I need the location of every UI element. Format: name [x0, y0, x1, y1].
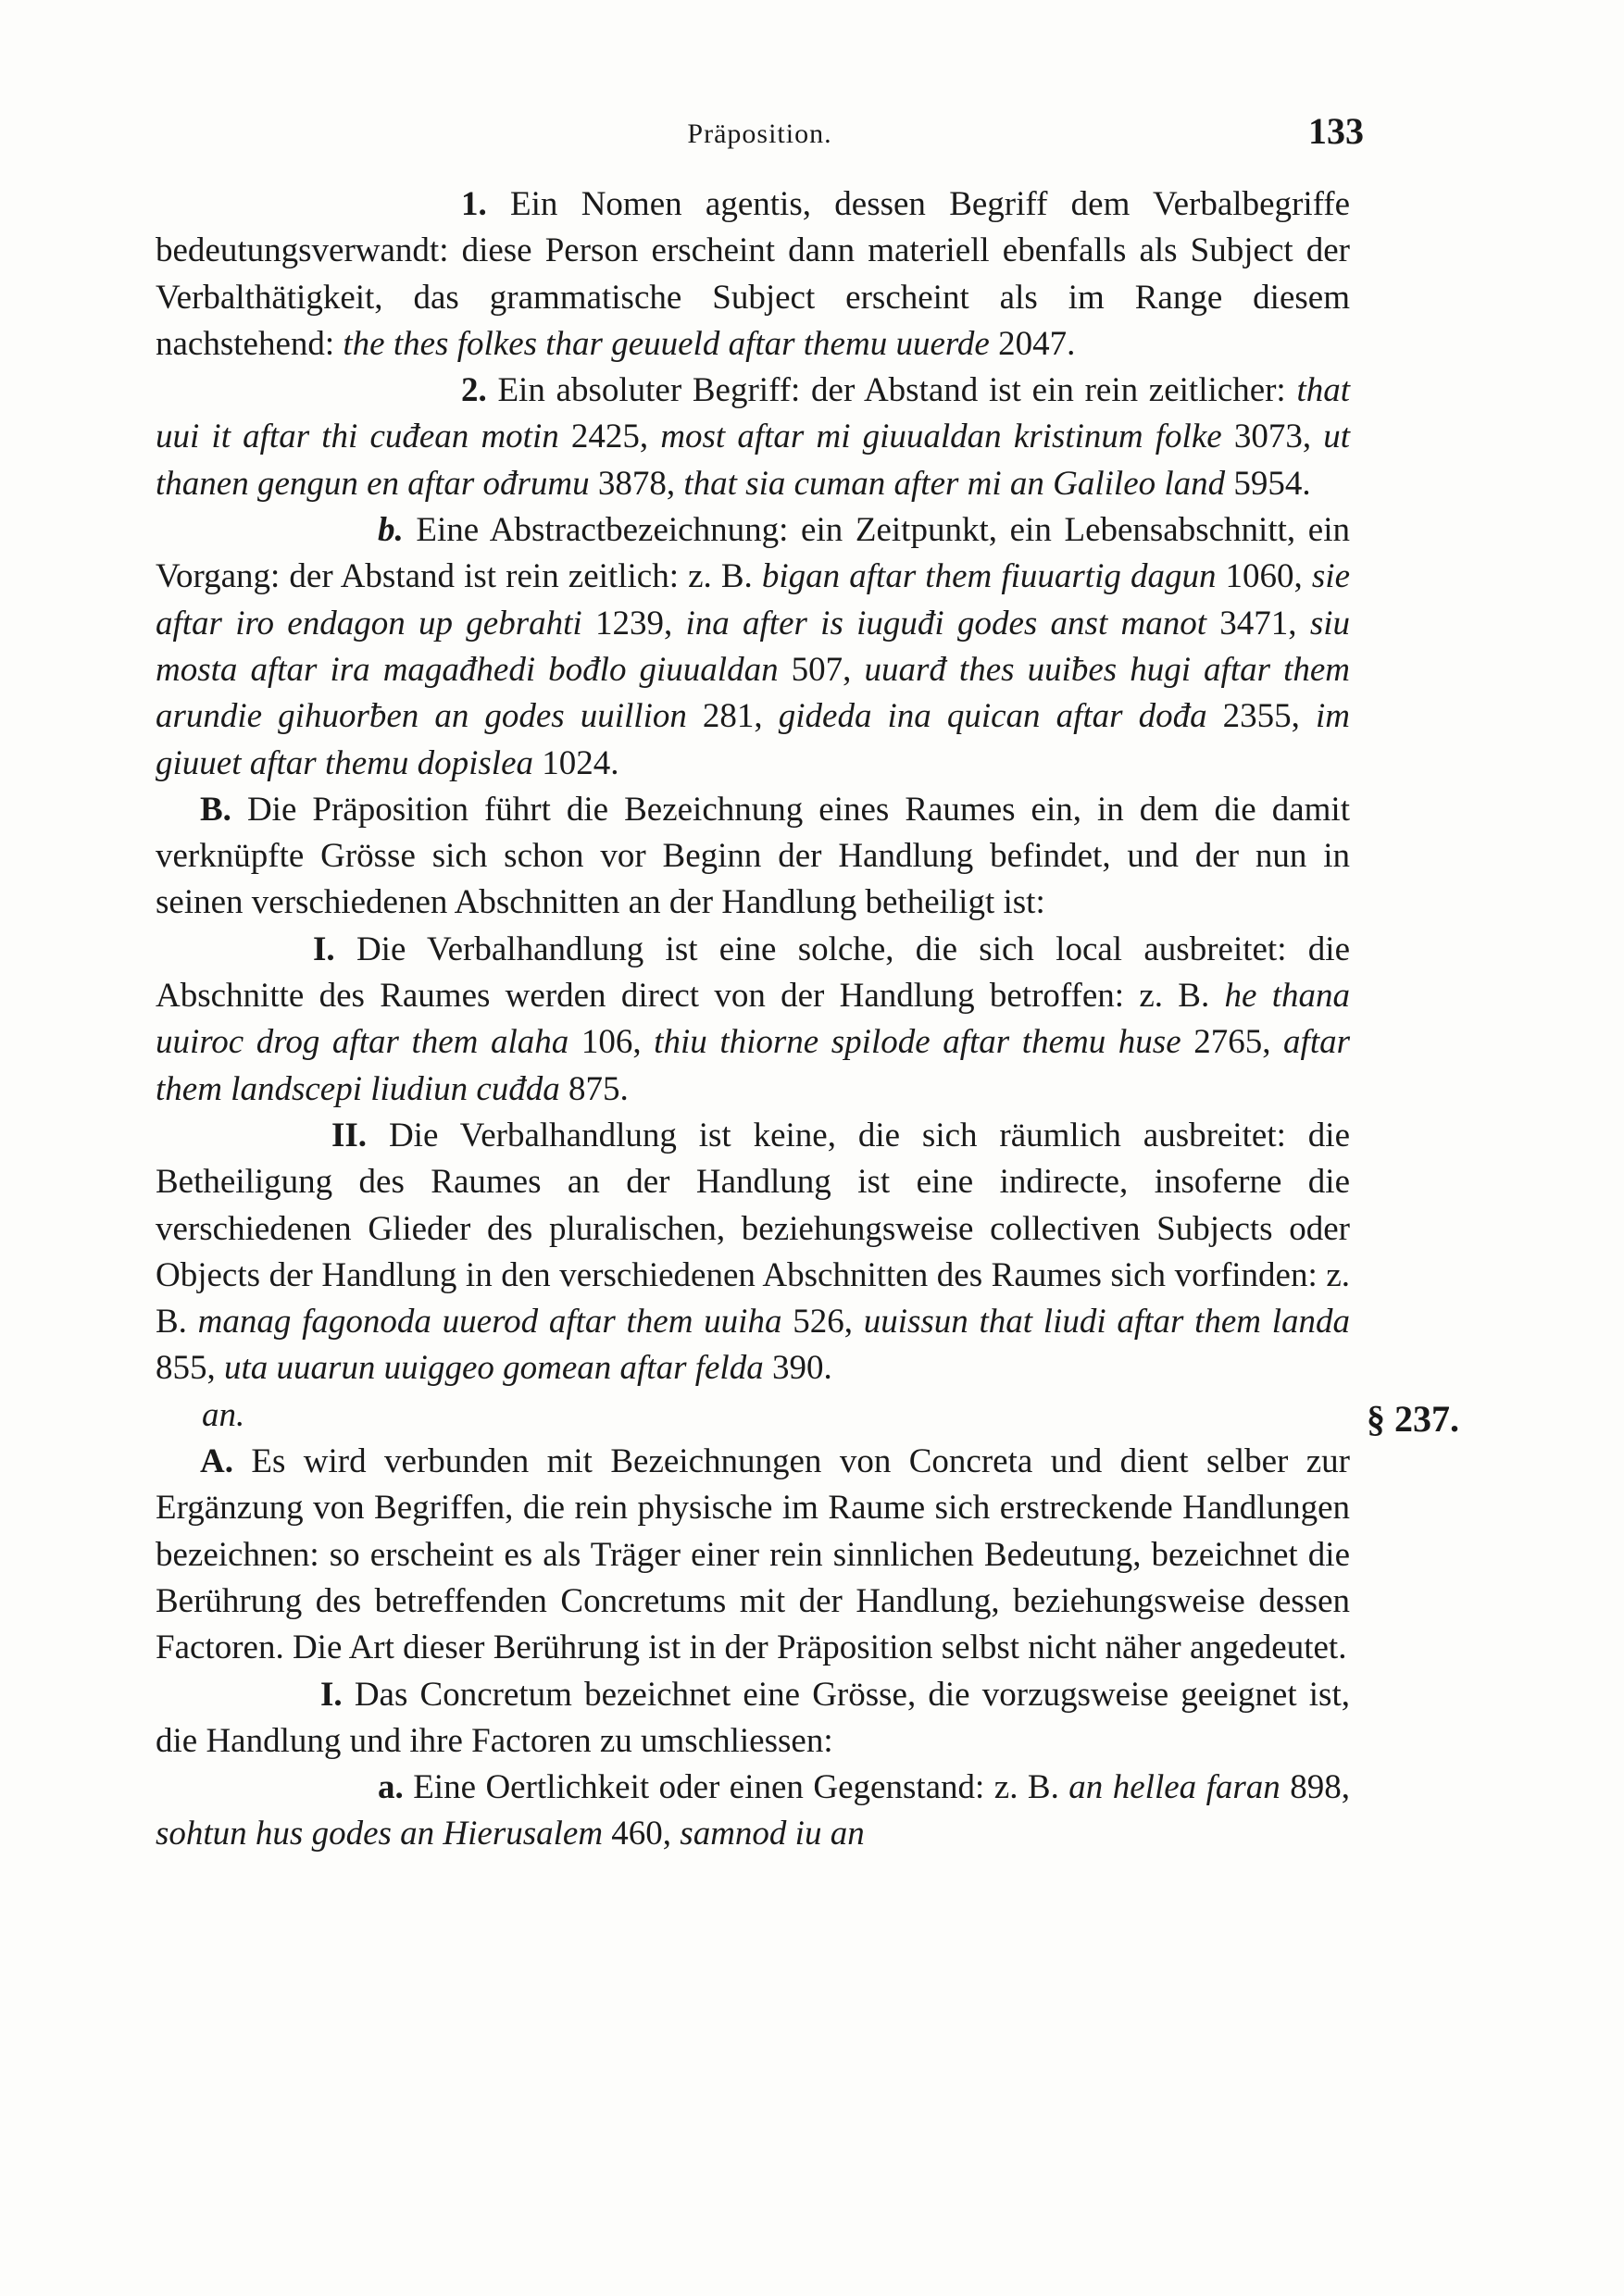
example-quote: the thes folkes thar geuueld aftar themu uuerde	[343, 324, 990, 363]
example-quote: most aftar mi giuualdan kristinum folke	[660, 418, 1222, 456]
example-quote: samnod iu an	[680, 1815, 865, 1853]
text-run: Das Concretum bezeichnet eine Grösse, die vorzugsweise geeignet ist, die Handlung und ihre Factoren zu umschliessen:	[156, 1675, 1350, 1760]
section-number: § 237.	[1367, 1397, 1459, 1440]
text-run: 2047.	[989, 324, 1076, 363]
paragraph-label: A.	[200, 1442, 233, 1481]
example-quote: thiu thiorne spilode aftar themu huse	[654, 1023, 1181, 1062]
body-text	[156, 181, 1459, 1858]
text-run: 1060,	[1216, 557, 1312, 596]
paragraph-1-nomen-agentis	[156, 181, 1350, 368]
paragraph-label: 2.	[461, 371, 487, 410]
paragraph-label: a.	[378, 1768, 404, 1807]
example-quote: manag fagonoda uuerod aftar them uuiha	[197, 1303, 782, 1341]
text-run: Ein Nomen agentis, dessen Begriff dem Verbalbegriffe bedeutungsverwandt: diese Person erscheint dann materiell ebenfalls als Subject der Verbalthätigkeit, das grammatische Subject erscheint als im Range diesem nachstehend:	[156, 185, 1350, 363]
paragraph-label: 1.	[461, 185, 487, 223]
text-run: 3878,	[589, 464, 684, 503]
text-run: Die Verbalhandlung ist keine, die sich räumlich ausbreitet: die Betheiligung des Raumes an der Handlung ist eine indirecte, insoferne die verschiedenen Glieder des pluralischen, beziehungsweise collectiven Subjects oder Objects der Handlung in den verschiedenen Abschnitten des Raumes sich vorfinden: z. B.	[156, 1116, 1350, 1341]
example-quote: sohtun hus godes an Hierusalem	[156, 1815, 604, 1853]
example-quote: he thana uuiroc drog aftar them alaha	[156, 977, 1351, 1062]
text-run: Es wird verbunden mit Bezeichnungen von Concreta und dient selber zur Ergänzung von Begriffen, die rein physische im Raume sich erstreckende Handlungen bezeichnen: so erscheint es als Träger einer rein sinnlichen Bedeutung, bezeichnet die Berührung des betreffenden Concretums mit der Handlung, beziehungsweise dessen Factoren. Die Art dieser Berührung ist in der Präposition selbst nicht näher angedeutet.	[156, 1442, 1350, 1667]
example-quote: ina after is iuguđi godes anst manot	[685, 604, 1207, 643]
paragraph-label: I.	[320, 1675, 343, 1714]
text-run: 875.	[559, 1069, 629, 1108]
example-quote: that uui it aftar thi cuđean motin	[156, 371, 1350, 456]
text-run: 1239,	[581, 604, 686, 643]
paragraph-II-indirect	[156, 1113, 1350, 1392]
text-run: Ein absoluter Begriff: der Abstand ist ein rein zeitlicher:	[486, 371, 1297, 410]
entry-heading-an	[156, 1392, 1459, 1440]
example-quote: an hellea faran	[1068, 1768, 1280, 1807]
paragraph-a-oertlichkeit	[156, 1765, 1350, 1858]
text-run: 390.	[763, 1349, 832, 1388]
text-run: 3471,	[1206, 604, 1310, 643]
text-run: Die Verbalhandlung ist eine solche, die sich local ausbreitet: die Abschnitte des Raumes werden direct von der Handlung betroffen: z. B.	[156, 930, 1350, 1016]
text-run: Die Präposition führt die Bezeichnung eines Raumes ein, in dem die damit verknüpfte Grösse sich schon vor Beginn der Handlung befindet, und der nun in seinen verschiedenen Abschnitten an der Handlung betheiligt ist:	[156, 790, 1350, 922]
paragraph-I-concretum	[156, 1672, 1350, 1766]
example-quote: aftar them landscepi liudiun cuđda	[156, 1023, 1351, 1108]
text-run: 898,	[1280, 1768, 1350, 1807]
example-quote: ut thanen gengun en aftar ođrumu	[156, 418, 1351, 503]
paragraph-I-local	[156, 927, 1350, 1113]
paragraph-label: I.	[313, 930, 335, 968]
text-run: 1024.	[533, 743, 619, 782]
example-quote: sie aftar iro endagon up gebrahti	[156, 557, 1351, 643]
example-quote: uta uuarun uuiggeo gomean aftar felda	[224, 1349, 764, 1388]
text-run: 281,	[686, 697, 779, 736]
paragraph-b-abstractbezeichnung	[156, 507, 1350, 787]
text-run: 5954.	[1225, 464, 1311, 503]
example-quote: im giuuet aftar themu dopislea	[156, 697, 1350, 782]
running-title: Präposition.	[687, 119, 832, 149]
page-header	[156, 109, 1364, 165]
paragraph-A-concreta	[156, 1439, 1350, 1671]
text-run: 855,	[156, 1349, 224, 1388]
example-quote: siu mosta aftar ira magađhedi bođlo giuualdan	[156, 604, 1350, 689]
text-run: 507,	[778, 650, 865, 689]
text-run: 2765,	[1181, 1023, 1284, 1062]
example-quote: bigan aftar them fiuuartig dagun	[761, 557, 1217, 596]
text-run: 526,	[781, 1303, 864, 1341]
example-quote: that sia cuman after mi an Galileo land	[683, 464, 1226, 503]
example-quote: gideda ina quican aftar dođa	[778, 697, 1207, 736]
paragraph-label: II.	[331, 1116, 368, 1154]
paragraph-2-absoluter-begriff	[156, 368, 1350, 507]
text-run: 106,	[568, 1023, 655, 1062]
page-number: 133	[1308, 110, 1364, 152]
example-quote: uuissun that liudi aftar them landa	[863, 1303, 1351, 1341]
text-run: 2355,	[1206, 697, 1316, 736]
entry-word: an.	[202, 1395, 245, 1434]
text-run: 460,	[603, 1815, 681, 1853]
text-run: 3073,	[1221, 418, 1324, 456]
paragraph-B-raum	[156, 787, 1350, 927]
paragraph-label: b.	[378, 511, 404, 550]
text-run: Eine Abstractbezeichnung: ein Zeitpunkt, ein Lebensabschnitt, ein Vorgang: der Abstand ist rein zeitlich: z. B.	[156, 511, 1350, 596]
text-run: Eine Oertlichkeit oder einen Gegenstand: z. B.	[403, 1768, 1069, 1807]
example-quote: uuarđ thes uuiƀes hugi aftar them arundie gihuorƀen an godes uuillion	[156, 650, 1350, 736]
text-run: 2425,	[558, 418, 661, 456]
paragraph-label: B.	[200, 790, 231, 829]
